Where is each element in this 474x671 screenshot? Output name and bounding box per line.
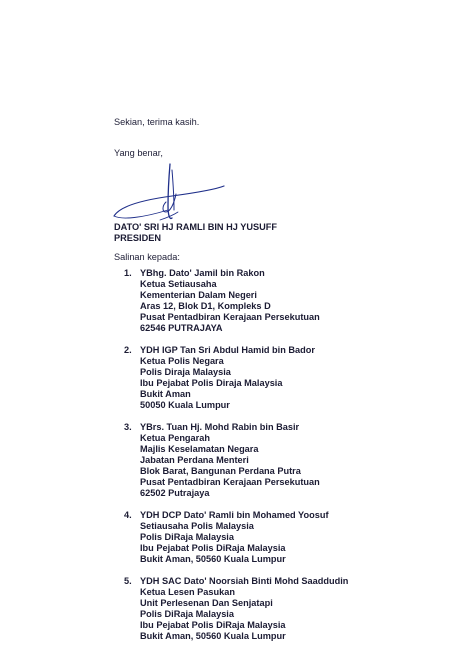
cc-line: Polis Diraja Malaysia: [140, 367, 231, 377]
signatory-title: PRESIDEN: [114, 233, 161, 243]
cc-number: 5.: [124, 576, 132, 586]
cc-line: Bukit Aman, 50560 Kuala Lumpur: [140, 554, 286, 564]
handwritten-signature: [112, 160, 232, 226]
cc-number: 3.: [124, 422, 132, 432]
cc-item-2: [124, 345, 464, 411]
cc-item-5: [124, 576, 464, 642]
cc-line: Ketua Pengarah: [140, 433, 210, 443]
signatory-name: DATO' SRI HJ RAMLI BIN HJ YUSUFF: [114, 222, 277, 232]
cc-line: Kementerian Dalam Negeri: [140, 290, 257, 300]
cc-line: YBhg. Dato' Jamil bin Rakon: [140, 268, 265, 278]
cc-line: Jabatan Perdana Menteri: [140, 455, 249, 465]
cc-item-4: [124, 510, 464, 565]
cc-line: Pusat Pentadbiran Kerajaan Persekutuan: [140, 477, 320, 487]
cc-item-1: [124, 268, 464, 334]
cc-number: 4.: [124, 510, 132, 520]
cc-line: Ketua Setiausaha: [140, 279, 217, 289]
cc-line: Ibu Pejabat Polis DiRaja Malaysia: [140, 543, 286, 553]
cc-line: YDH IGP Tan Sri Abdul Hamid bin Bador: [140, 345, 315, 355]
cc-line: Pusat Pentadbiran Kerajaan Persekutuan: [140, 312, 320, 322]
cc-line: Majlis Keselamatan Negara: [140, 444, 259, 454]
cc-line: YDH SAC Dato' Noorsiah Binti Mohd Saaddudin: [140, 576, 349, 586]
cc-item-3: [124, 422, 464, 499]
cc-line: Ketua Lesen Pasukan: [140, 587, 235, 597]
cc-line: 62502 Putrajaya: [140, 488, 210, 498]
cc-line: Unit Perlesenan Dan Senjatapi: [140, 598, 273, 608]
cc-line: 62546 PUTRAJAYA: [140, 323, 223, 333]
cc-line: Ibu Pejabat Polis DiRaja Malaysia: [140, 620, 286, 630]
cc-line: Polis DiRaja Malaysia: [140, 532, 234, 542]
cc-list: [124, 268, 464, 653]
cc-line: Ibu Pejabat Polis Diraja Malaysia: [140, 378, 283, 388]
cc-line: YBrs. Tuan Hj. Mohd Rabin bin Basir: [140, 422, 300, 432]
cc-label: Salinan kepada:: [114, 252, 180, 262]
regards-line: Yang benar,: [114, 148, 163, 158]
closing-line: Sekian, terima kasih.: [114, 117, 200, 127]
cc-number: 2.: [124, 345, 132, 355]
cc-line: 50050 Kuala Lumpur: [140, 400, 230, 410]
cc-line: Polis DiRaja Malaysia: [140, 609, 234, 619]
cc-line: Blok Barat, Bangunan Perdana Putra: [140, 466, 301, 476]
cc-line: YDH DCP Dato' Ramli bin Mohamed Yoosuf: [140, 510, 329, 520]
cc-line: Bukit Aman: [140, 389, 191, 399]
cc-line: Ketua Polis Negara: [140, 356, 224, 366]
cc-line: Aras 12, Blok D1, Kompleks D: [140, 301, 271, 311]
cc-line: Bukit Aman, 50560 Kuala Lumpur: [140, 631, 286, 641]
cc-number: 1.: [124, 268, 132, 278]
cc-line: Setiausaha Polis Malaysia: [140, 521, 254, 531]
